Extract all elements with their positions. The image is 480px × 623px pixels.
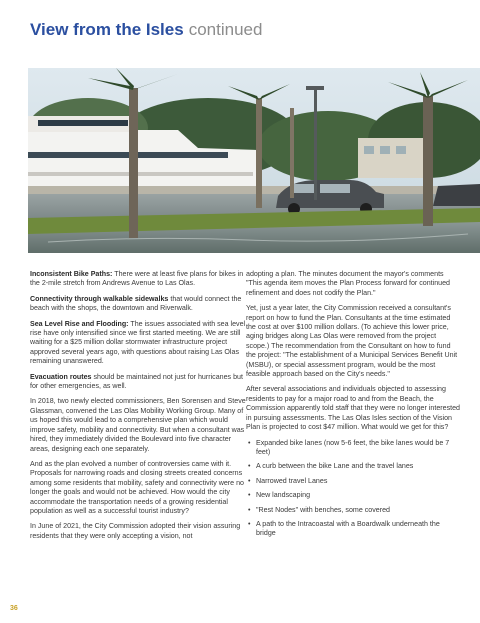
paragraph-funding-report: Yet, just a year later, the City Commission received a consultant's report on how to fund the Plan. Consultants at the time estimated the cost at over $100 million dollars. (To achieve this lower price, aging bridges along Las Olas were removed from the project scope.) The recommendation from the Consultant on how to fund the project: "The establishment of a Municipal Services Benefit Unit (MSBU), or special assessment program, would be the most feasible approach based on the City's needs." bbox=[246, 304, 458, 379]
title-main: View from the Isles bbox=[30, 20, 184, 39]
left-column bbox=[30, 270, 248, 547]
right-column bbox=[246, 270, 460, 544]
flooded-street-photo bbox=[28, 68, 480, 253]
page-number: 36 bbox=[10, 605, 18, 612]
text-bike-paths: There were at least five plans for bikes in the 2-mile stretch from Andrews Avenue to Las Olas. bbox=[30, 270, 244, 288]
text-sea-level: The issues associated with sea level rise have only intensified since we first started meeting. We are still waiting for a $25 million dollar stormwater infrastructure project approved several years ago, with questions about raising Las Olas remaining unanswered. bbox=[30, 319, 246, 366]
paragraph-june-2021: In June of 2021, the City Commission adopted their vision assuring residents that they were only accepting a vision, not bbox=[30, 522, 241, 540]
text-evacuation: should be maintained not just for hurricanes but for other emergencies, as well. bbox=[30, 372, 243, 391]
paragraph-evacuation bbox=[30, 373, 248, 392]
paragraph-sidewalks bbox=[30, 295, 248, 314]
text-sidewalks: that would connect the beach with the shops, the downtown and Riverwalk. bbox=[30, 294, 242, 313]
paragraph-adopting-plan: adopting a plan. The minutes document the mayor's comments "This agenda item moves the Plan Process forward for continued refinement and does not codify the Plan." bbox=[246, 270, 451, 297]
title-continued: continued bbox=[188, 20, 263, 39]
list-item: • "Rest Nodes" with benches, some covered bbox=[246, 506, 460, 515]
heading-evacuation: Evacuation routes bbox=[30, 372, 92, 381]
list-item: • Expanded bike lanes (now 5-6 feet, the bike lanes would be 7 feet) bbox=[246, 439, 460, 458]
list-item: • A path to the Intracoastal with a Boardwalk underneath the bridge bbox=[246, 520, 460, 539]
list-item: • A curb between the bike Lane and the travel lanes bbox=[246, 462, 460, 471]
paragraph-assessments: After several associations and individuals objected to assessing residents to pay for a major road to and from the Beach, the Commission apparently told staff that they were no longer interested in pursuing assessments. The Las Olas Isles section of the Vision Plan is projected to cost $47 million. What would we get for this? bbox=[246, 385, 460, 432]
paragraph-controversies: And as the plan evolved a number of controversies came with it. Proposals for narrowing roads and closing streets created concerns among some residents that mobility, safety and connectivity were no longer the goals and would not be achieved. How would the city accommodate the transportation needs of a growing residential population as well as a successful tourist industry? bbox=[30, 459, 244, 515]
heading-sidewalks: Connectivity through walkable sidewalks bbox=[30, 294, 169, 303]
heading-bike-paths: Inconsistent Bike Paths: bbox=[30, 270, 113, 278]
heading-sea-level: Sea Level Rise and Flooding: bbox=[30, 319, 129, 328]
vision-plan-list bbox=[246, 439, 460, 539]
paragraph-working-group: In 2018, two newly elected commissioners, Ben Sorensen and Steve Glassman, convened the Las Olas Mobility Working Group. Many of us hoped this would lead to a comprehensive plan which would improve safety, mobility and connectivity. But when a consultant was hired, they immediately divided the Boulevard into five character areas, designing each one separately. bbox=[30, 397, 246, 453]
paragraph-bike-paths bbox=[30, 270, 248, 289]
list-item: • New landscaping bbox=[246, 491, 460, 500]
list-item: • Narrowed travel Lanes bbox=[246, 477, 460, 486]
paragraph-sea-level bbox=[30, 320, 248, 367]
page-title bbox=[30, 20, 262, 40]
